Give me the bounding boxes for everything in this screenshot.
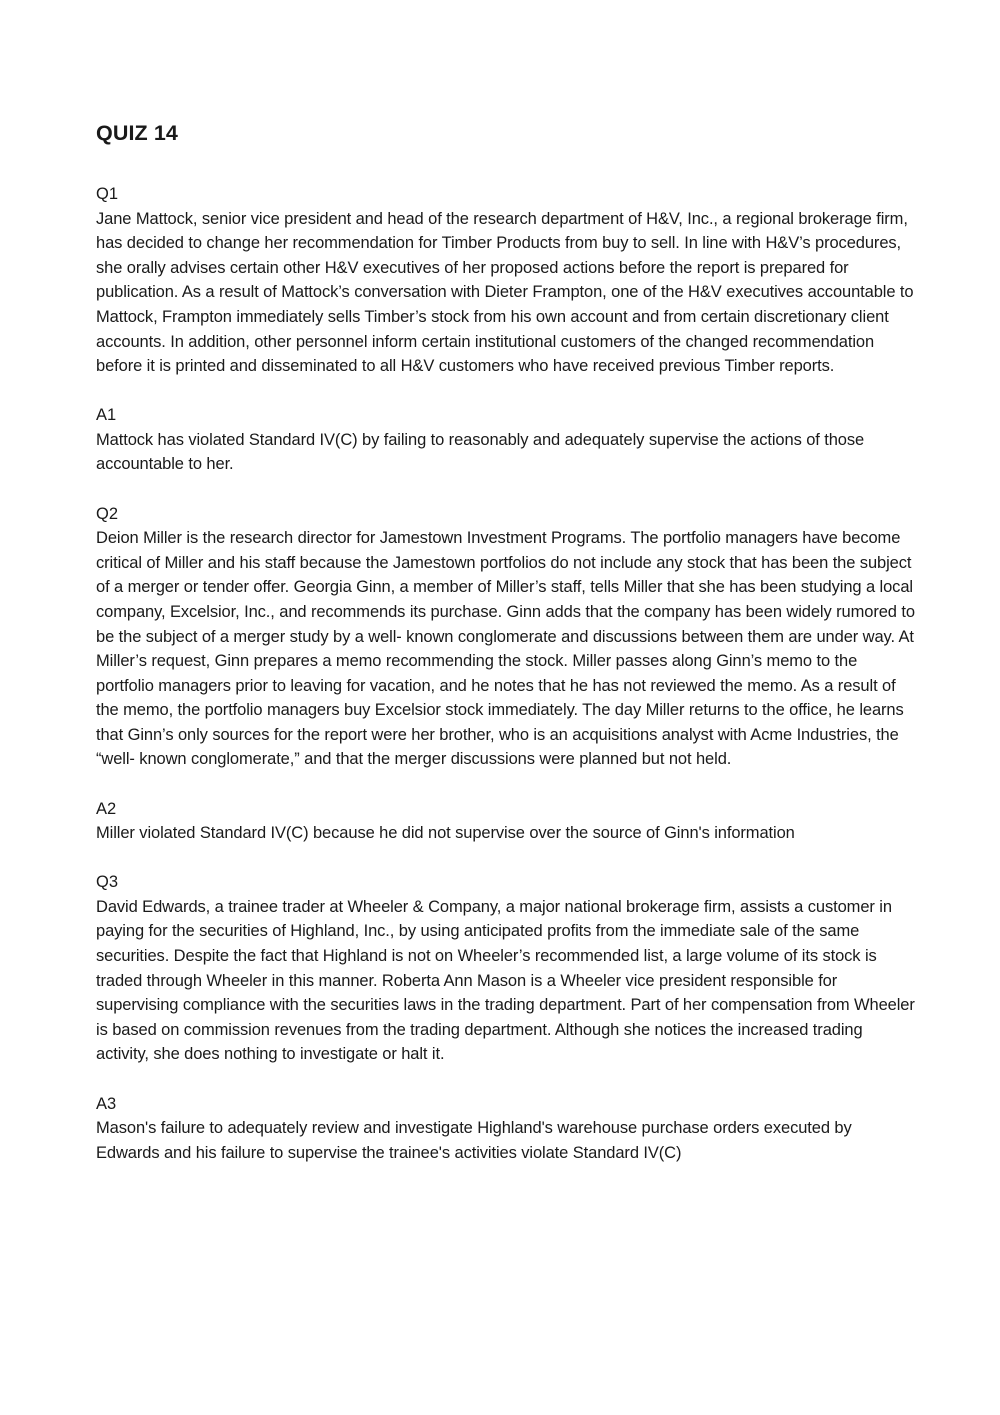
question-1 [96, 182, 916, 379]
document-page [96, 118, 916, 1190]
answer-3 [96, 1092, 916, 1166]
page-title: QUIZ 14 [96, 121, 178, 145]
answer-2-text: Miller violated Standard IV(C) because he did not supervise over the source of Ginn's information [96, 824, 795, 843]
answer-3-label: A3 [96, 1094, 117, 1113]
answer-2-label: A2 [96, 799, 117, 818]
question-2-label: Q2 [96, 504, 119, 523]
question-3 [96, 870, 916, 1067]
question-2-text: Deion Miller is the research director for Jamestown Investment Programs. The portfolio managers have become critical of Miller and his staff because the Jamestown portfolios do not include any stock that has been the subject of a merger or tender offer. Georgia Ginn, a member of Miller’s staff, tells Miller that she has been studying a local company, Excelsior, Inc., and recommends its purchase. Ginn adds that the company has been widely rumored to be the subject of a merger study by a well- known conglomerate and discussions between them are under way. At Miller’s request, Ginn prepares a memo recommending the stock. Miller passes along Ginn’s memo to the portfolio managers prior to leaving for vacation, and he notes that he has not reviewed the memo. As a result of the memo, the portfolio managers buy Excelsior stock immediately. The day Miller returns to the office, he learns that Ginn’s only sources for the report were her brother, who is an acquisitions analyst with Acme Industries, the “well- known conglomerate,” and that the merger discussions were planned but not held. [96, 529, 915, 769]
answer-3-text: Mason's failure to adequately review and investigate Highland's warehouse purchase orders executed by Edwards and his failure to supervise the trainee's activities violate Standard IV(C) [96, 1119, 852, 1162]
answer-2 [96, 797, 916, 846]
answer-1 [96, 403, 916, 477]
answer-1-label: A1 [96, 406, 117, 425]
question-3-label: Q3 [96, 873, 119, 892]
question-2 [96, 502, 916, 773]
question-1-text: Jane Mattock, senior vice president and head of the research department of H&V, Inc., a regional brokerage firm, has decided to change her recommendation for Timber Products from buy to sell. In line with H&V’s procedures, she orally advises certain other H&V executives of her proposed actions before the report is prepared for publication. As a result of Mattock’s conversation with Dieter Frampton, one of the H&V executives accountable to Mattock, Frampton immediately sells Timber’s stock from his own account and from certain discretionary client accounts. In addition, other personnel inform certain institutional customers of the changed recommendation before it is printed and disseminated to all H&V customers who have received previous Timber reports. [96, 209, 914, 376]
answer-1-text: Mattock has violated Standard IV(C) by failing to reasonably and adequately supervise the actions of those accountable to her. [96, 430, 865, 474]
question-3-text: David Edwards, a trainee trader at Wheeler & Company, a major national brokerage firm, assists a customer in paying for the securities of Highland, Inc., by using anticipated profits from the immediate sale of the same securities. Despite the fact that Highland is not on Wheeler’s recommended list, a large volume of its stock is traded through Wheeler in this manner. Roberta Ann Mason is a Wheeler vice president responsible for supervising compliance with the securities laws in the trading department. Part of her compensation from Wheeler is based on commission revenues from the trading department. Although she notices the increased trading activity, she does nothing to investigate or halt it. [96, 897, 915, 1064]
question-1-label: Q1 [96, 185, 119, 203]
